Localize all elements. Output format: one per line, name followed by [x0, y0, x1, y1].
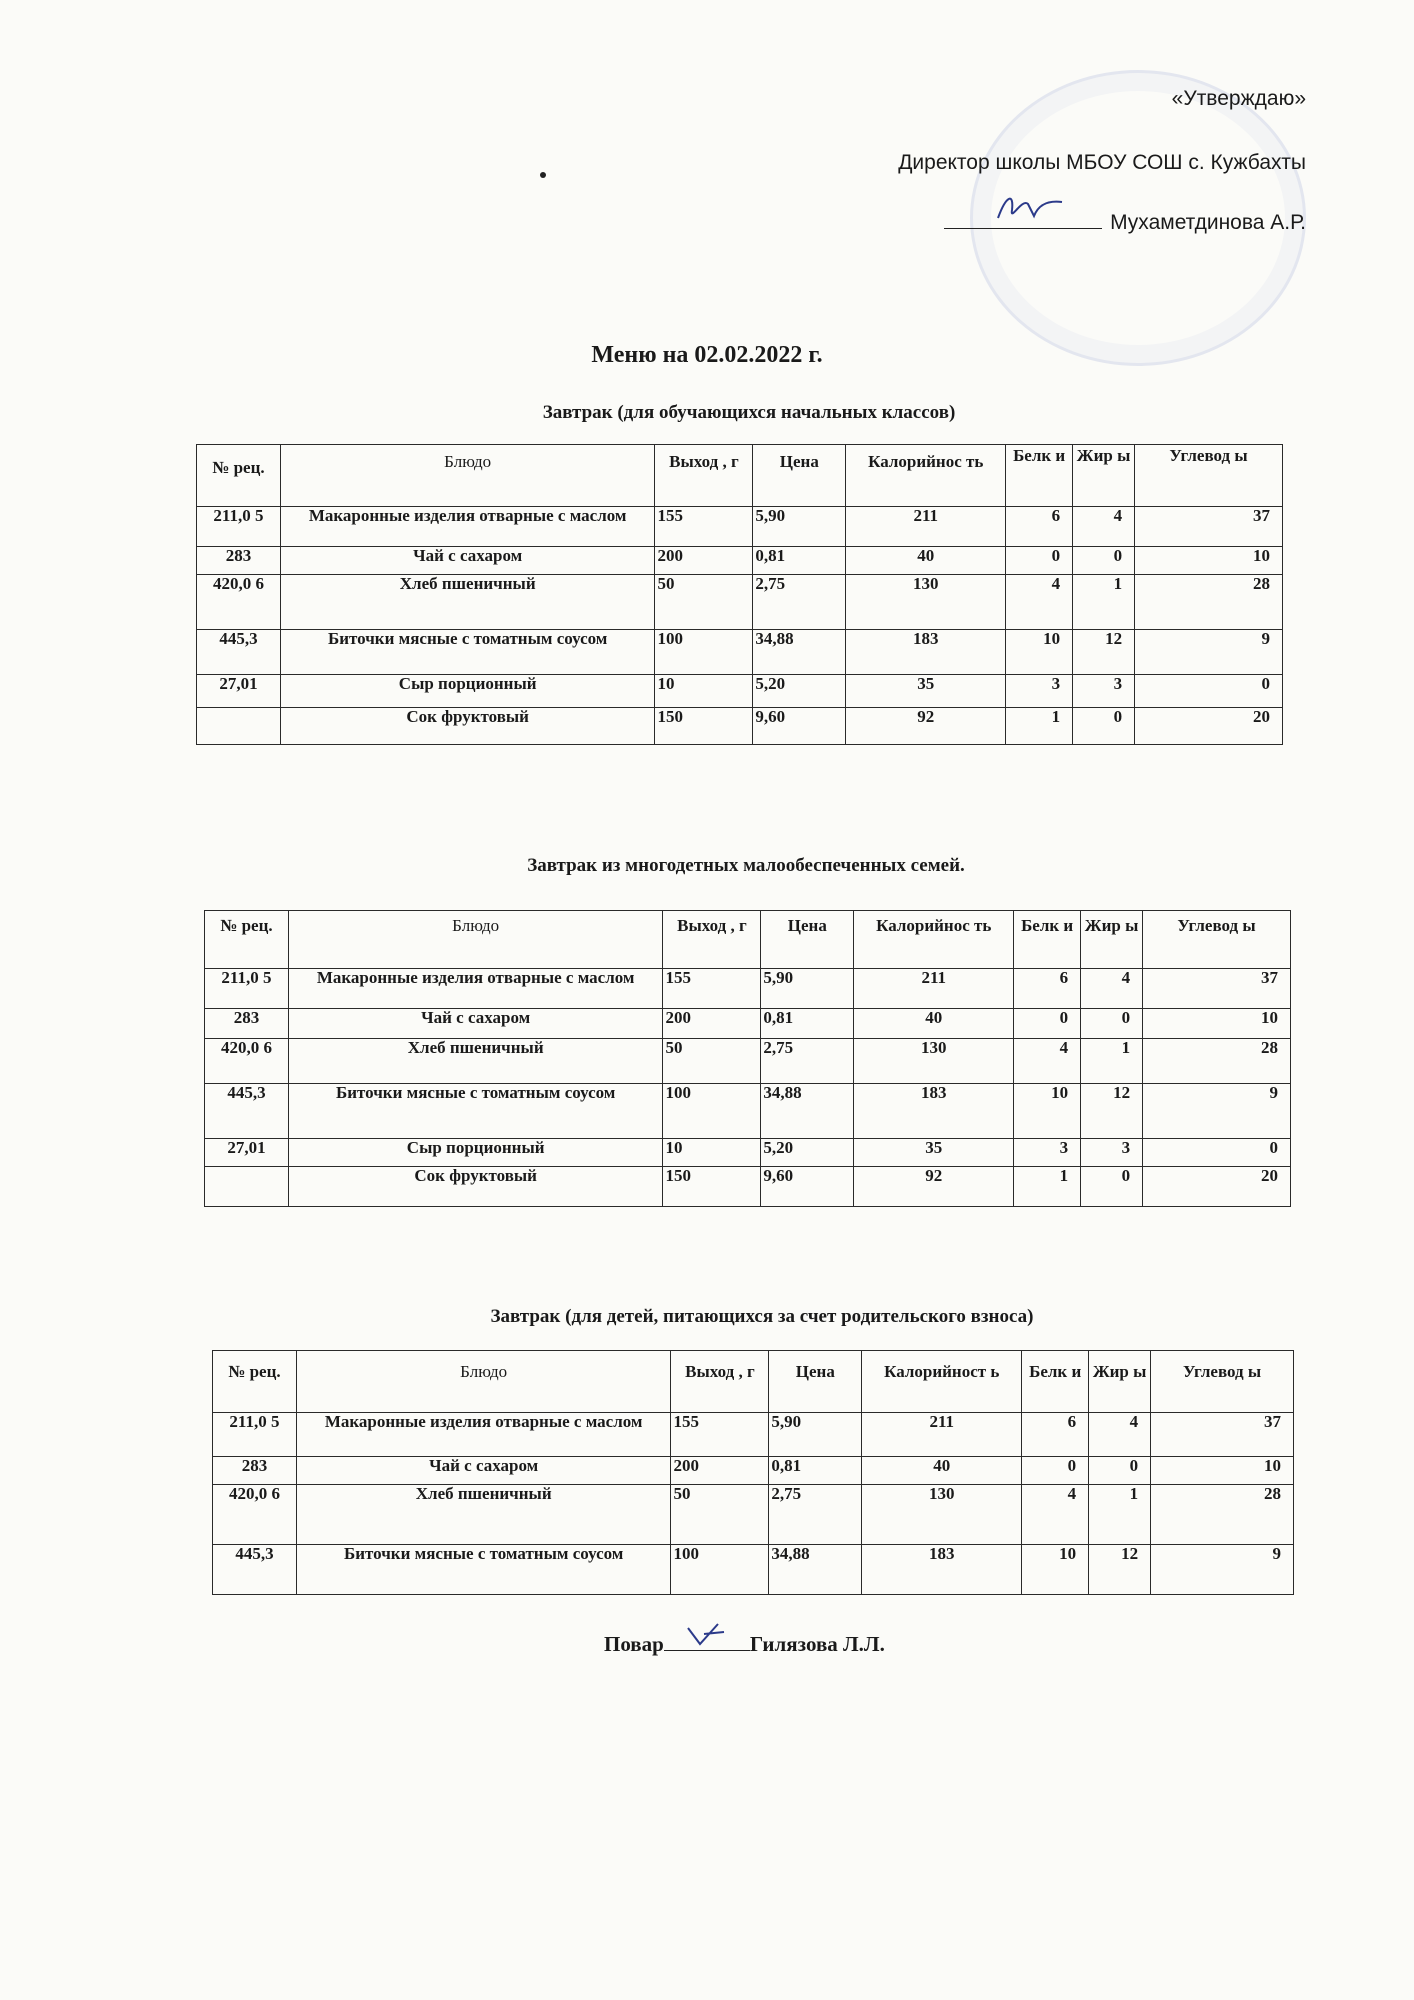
cell-protein: 3 — [1014, 1139, 1081, 1167]
cell-yield: 200 — [655, 547, 753, 575]
col-header-fat: Жир ы — [1089, 1351, 1151, 1413]
cook-name: Гилязова Л.Л. — [749, 1632, 885, 1656]
cell-carbs: 10 — [1135, 547, 1283, 575]
cell-yield: 50 — [663, 1039, 761, 1084]
director-signature — [944, 210, 1102, 229]
cell-rec: 445,3 — [197, 630, 281, 675]
cell-protein: 10 — [1006, 630, 1073, 675]
col-header-fat: Жир ы — [1073, 445, 1135, 507]
cell-kcal: 183 — [846, 630, 1006, 675]
section-title-3: Завтрак (для детей, питающихся за счет родительского взноса) — [490, 1306, 1034, 1327]
col-header-protein: Белк и — [1022, 1351, 1089, 1413]
cell-dish: Хлеб пшеничный — [296, 1485, 671, 1545]
table-row — [205, 1167, 1291, 1207]
cell-yield: 155 — [663, 969, 761, 1009]
cell-carbs: 28 — [1151, 1485, 1294, 1545]
cell-kcal: 211 — [862, 1413, 1022, 1457]
col-header-price: Цена — [761, 911, 854, 969]
cell-price: 2,75 — [753, 575, 846, 630]
cook-signature — [664, 1634, 750, 1651]
cell-carbs: 10 — [1151, 1457, 1294, 1485]
cell-price: 0,81 — [761, 1009, 854, 1039]
cell-fat: 12 — [1081, 1084, 1143, 1139]
cell-yield: 200 — [671, 1457, 769, 1485]
menu-table-3 — [212, 1350, 1294, 1595]
cell-price: 5,90 — [753, 507, 846, 547]
table-row — [197, 547, 1283, 575]
cell-rec — [205, 1167, 289, 1207]
table-row — [205, 969, 1291, 1009]
cell-protein: 1 — [1006, 708, 1073, 745]
cell-rec: 420,0 6 — [213, 1485, 297, 1545]
cell-kcal: 40 — [846, 547, 1006, 575]
cell-price: 9,60 — [761, 1167, 854, 1207]
table-row — [213, 1413, 1294, 1457]
cell-fat: 12 — [1073, 630, 1135, 675]
cell-yield: 155 — [671, 1413, 769, 1457]
cell-carbs: 20 — [1143, 1167, 1291, 1207]
cell-protein: 0 — [1006, 547, 1073, 575]
table-header-row — [205, 911, 1291, 969]
cell-yield: 10 — [655, 675, 753, 708]
cook-signature-block — [604, 1632, 885, 1657]
cell-price: 0,81 — [769, 1457, 862, 1485]
col-header-calories: Калорийнос ть — [846, 445, 1006, 507]
cell-price: 2,75 — [769, 1485, 862, 1545]
cell-fat: 3 — [1081, 1139, 1143, 1167]
col-header-yield: Выход , г — [663, 911, 761, 969]
cell-yield: 10 — [663, 1139, 761, 1167]
cell-dish: Хлеб пшеничный — [288, 1039, 663, 1084]
cell-carbs: 0 — [1143, 1139, 1291, 1167]
col-header-carbs: Углевод ы — [1135, 445, 1283, 507]
cell-rec: 420,0 6 — [197, 575, 281, 630]
cell-rec: 211,0 5 — [213, 1413, 297, 1457]
cell-kcal: 35 — [854, 1139, 1014, 1167]
cell-yield: 100 — [663, 1084, 761, 1139]
cell-rec: 283 — [205, 1009, 289, 1039]
cell-kcal: 40 — [854, 1009, 1014, 1039]
approval-heading: «Утверждаю» — [1171, 87, 1306, 110]
cell-dish: Биточки мясные с томатным соусом — [280, 630, 655, 675]
cell-fat: 1 — [1081, 1039, 1143, 1084]
cell-carbs: 28 — [1135, 575, 1283, 630]
cell-carbs: 10 — [1143, 1009, 1291, 1039]
menu-table-1 — [196, 444, 1283, 745]
table-row — [213, 1485, 1294, 1545]
cell-protein: 10 — [1014, 1084, 1081, 1139]
cell-yield: 100 — [671, 1545, 769, 1595]
col-header-price: Цена — [753, 445, 846, 507]
cell-carbs: 9 — [1151, 1545, 1294, 1595]
cell-protein: 4 — [1014, 1039, 1081, 1084]
cell-dish: Сок фруктовый — [280, 708, 655, 745]
cell-dish: Чай с сахаром — [288, 1009, 663, 1039]
cell-yield: 50 — [655, 575, 753, 630]
cell-fat: 1 — [1073, 575, 1135, 630]
cell-dish: Сыр порционный — [288, 1139, 663, 1167]
cell-fat: 4 — [1089, 1413, 1151, 1457]
cell-price: 5,90 — [761, 969, 854, 1009]
col-header-yield: Выход , г — [655, 445, 753, 507]
cell-protein: 0 — [1014, 1009, 1081, 1039]
col-header-rec: № рец. — [197, 445, 281, 507]
table-row — [205, 1139, 1291, 1167]
cell-carbs: 9 — [1135, 630, 1283, 675]
table-row — [197, 675, 1283, 708]
col-header-calories: Калорийнос ть — [854, 911, 1014, 969]
cell-yield: 50 — [671, 1485, 769, 1545]
cell-carbs: 37 — [1135, 507, 1283, 547]
cell-fat: 0 — [1081, 1009, 1143, 1039]
cell-carbs: 0 — [1135, 675, 1283, 708]
cell-protein: 0 — [1022, 1457, 1089, 1485]
col-header-protein: Белк и — [1014, 911, 1081, 969]
table-row — [213, 1545, 1294, 1595]
cell-rec: 420,0 6 — [205, 1039, 289, 1084]
table-row — [205, 1009, 1291, 1039]
col-header-protein: Белк и — [1006, 445, 1073, 507]
cell-dish: Сыр порционный — [280, 675, 655, 708]
cell-protein: 4 — [1006, 575, 1073, 630]
cell-dish: Биточки мясные с томатным соусом — [296, 1545, 671, 1595]
col-header-carbs: Углевод ы — [1151, 1351, 1294, 1413]
cell-price: 5,90 — [769, 1413, 862, 1457]
col-header-price: Цена — [769, 1351, 862, 1413]
cell-dish: Макаронные изделия отварные с маслом — [296, 1413, 671, 1457]
cell-fat: 4 — [1081, 969, 1143, 1009]
cell-fat: 1 — [1089, 1485, 1151, 1545]
cell-protein: 6 — [1022, 1413, 1089, 1457]
col-header-yield: Выход , г — [671, 1351, 769, 1413]
cell-rec: 283 — [213, 1457, 297, 1485]
cell-kcal: 211 — [854, 969, 1014, 1009]
director-name: Мухаметдинова А.Р. — [1110, 211, 1306, 234]
cell-carbs: 28 — [1143, 1039, 1291, 1084]
cell-carbs: 37 — [1151, 1413, 1294, 1457]
cell-fat: 0 — [1073, 547, 1135, 575]
table-row — [197, 575, 1283, 630]
cell-yield: 150 — [663, 1167, 761, 1207]
cell-carbs: 20 — [1135, 708, 1283, 745]
cell-price: 5,20 — [761, 1139, 854, 1167]
table-row — [197, 630, 1283, 675]
cell-kcal: 35 — [846, 675, 1006, 708]
cell-fat: 0 — [1081, 1167, 1143, 1207]
table-header-row — [213, 1351, 1294, 1413]
cell-protein: 1 — [1014, 1167, 1081, 1207]
cell-yield: 150 — [655, 708, 753, 745]
cell-rec — [197, 708, 281, 745]
cell-dish: Макаронные изделия отварные с маслом — [288, 969, 663, 1009]
cell-dish: Биточки мясные с томатным соусом — [288, 1084, 663, 1139]
cell-kcal: 92 — [846, 708, 1006, 745]
page-title: Меню на 02.02.2022 г. — [591, 342, 823, 368]
cell-kcal: 211 — [846, 507, 1006, 547]
cell-rec: 445,3 — [205, 1084, 289, 1139]
cell-dish: Макаронные изделия отварные с маслом — [280, 507, 655, 547]
cell-price: 2,75 — [761, 1039, 854, 1084]
section-title-1: Завтрак (для обучающихся начальных классов) — [542, 402, 956, 423]
cell-rec: 27,01 — [197, 675, 281, 708]
col-header-dish: Блюдо — [280, 445, 655, 507]
cell-fat: 0 — [1089, 1457, 1151, 1485]
cell-rec: 211,0 5 — [205, 969, 289, 1009]
cell-dish: Чай с сахаром — [296, 1457, 671, 1485]
cell-carbs: 9 — [1143, 1084, 1291, 1139]
cell-protein: 10 — [1022, 1545, 1089, 1595]
cell-dish: Сок фруктовый — [288, 1167, 663, 1207]
cell-kcal: 92 — [854, 1167, 1014, 1207]
cell-protein: 6 — [1006, 507, 1073, 547]
cell-dish: Чай с сахаром — [280, 547, 655, 575]
cell-kcal: 130 — [846, 575, 1006, 630]
ink-dot — [540, 172, 546, 178]
cell-price: 9,60 — [753, 708, 846, 745]
cell-yield: 100 — [655, 630, 753, 675]
cell-price: 5,20 — [753, 675, 846, 708]
cell-kcal: 130 — [854, 1039, 1014, 1084]
col-header-rec: № рец. — [213, 1351, 297, 1413]
col-header-dish: Блюдо — [296, 1351, 671, 1413]
cell-kcal: 40 — [862, 1457, 1022, 1485]
col-header-fat: Жир ы — [1081, 911, 1143, 969]
cell-price: 0,81 — [753, 547, 846, 575]
approval-position: Директор школы МБОУ СОШ с. Кужбахты — [898, 151, 1306, 174]
table-row — [197, 507, 1283, 547]
cell-price: 34,88 — [769, 1545, 862, 1595]
approval-signature-line — [944, 210, 1306, 233]
cell-rec: 283 — [197, 547, 281, 575]
cell-protein: 4 — [1022, 1485, 1089, 1545]
menu-table-2 — [204, 910, 1291, 1207]
table-row — [205, 1039, 1291, 1084]
col-header-rec: № рец. — [205, 911, 289, 969]
cell-rec: 445,3 — [213, 1545, 297, 1595]
cell-dish: Хлеб пшеничный — [280, 575, 655, 630]
col-header-carbs: Углевод ы — [1143, 911, 1291, 969]
cell-price: 34,88 — [761, 1084, 854, 1139]
cell-kcal: 183 — [854, 1084, 1014, 1139]
cell-protein: 6 — [1014, 969, 1081, 1009]
cell-protein: 3 — [1006, 675, 1073, 708]
cell-yield: 200 — [663, 1009, 761, 1039]
section-title-2: Завтрак из многодетных малообеспеченных семей. — [527, 855, 965, 876]
cell-kcal: 130 — [862, 1485, 1022, 1545]
cell-rec: 211,0 5 — [197, 507, 281, 547]
table-row — [213, 1457, 1294, 1485]
cook-label: Повар — [604, 1632, 664, 1656]
cell-fat: 3 — [1073, 675, 1135, 708]
cell-carbs: 37 — [1143, 969, 1291, 1009]
table-row — [205, 1084, 1291, 1139]
cell-fat: 0 — [1073, 708, 1135, 745]
cell-fat: 4 — [1073, 507, 1135, 547]
cell-yield: 155 — [655, 507, 753, 547]
col-header-calories: Калорийност ь — [862, 1351, 1022, 1413]
col-header-dish: Блюдо — [288, 911, 663, 969]
table-header-row — [197, 445, 1283, 507]
cell-price: 34,88 — [753, 630, 846, 675]
cell-rec: 27,01 — [205, 1139, 289, 1167]
cell-fat: 12 — [1089, 1545, 1151, 1595]
cell-kcal: 183 — [862, 1545, 1022, 1595]
table-row — [197, 708, 1283, 745]
